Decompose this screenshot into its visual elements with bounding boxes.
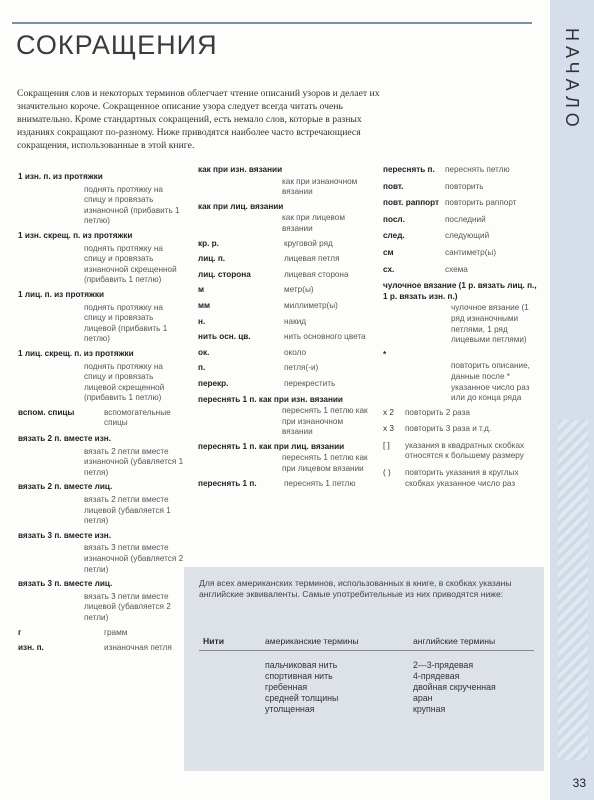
abbrev-desc: вязать 3 петли вместе изнаночной (убавляется 2 петли) xyxy=(84,543,184,574)
abbrev-entry xyxy=(383,441,543,462)
abbrev-desc: вязать 2 петли вместе лицевой (убавляется 1 петля) xyxy=(84,495,171,526)
abbrev-term: 1 лиц. скрещ. п. из протяжки xyxy=(18,348,134,358)
abbrev-entry xyxy=(383,248,543,259)
glossary-uk-term: крупная xyxy=(413,704,446,714)
abbrev-desc: схема xyxy=(445,264,468,274)
page-number: 33 xyxy=(572,776,586,790)
abbrev-term: как при лиц. вязании xyxy=(198,201,284,211)
abbrev-desc: поднять протяжку на спицу и провязать лицевой скрещенной (прибавить 1 петлю) xyxy=(84,361,165,403)
abbrev-term: мм xyxy=(198,300,211,310)
glossary-rule xyxy=(199,650,534,651)
abbrev-term: м xyxy=(198,285,205,295)
abbrev-term: 1 изн. п. из протяжки xyxy=(18,172,103,181)
side-texture xyxy=(558,420,588,760)
abbrev-term: посл. xyxy=(383,214,405,224)
abbrev-term: п. xyxy=(198,363,206,373)
abbrev-term: перекр. xyxy=(198,378,229,388)
abbrev-term: н. xyxy=(198,316,206,326)
glossary-us-term: пальчиковая нить xyxy=(265,660,338,670)
abbrev-desc: около xyxy=(284,347,307,357)
abbrev-desc: повторить раппорт xyxy=(445,198,517,208)
glossary-intro: Для всех американских терминов, использованных в книге, в скобках указаны английские эквиваленты. Самые употребительные из них приводятся ниже: xyxy=(199,578,512,599)
abbrev-desc: переснять 1 петлю как при лицевом вязании xyxy=(282,453,368,474)
glossary-uk-term: двойная скрученная xyxy=(413,682,496,692)
abbrev-column-1 xyxy=(18,172,186,659)
abbrev-term: 1 лиц. п. из протяжки xyxy=(18,289,104,299)
glossary-us-term: спортивная нить xyxy=(265,671,333,681)
abbrev-entry xyxy=(198,395,376,438)
abbrev-desc: переснять 1 петлю xyxy=(284,478,356,488)
abbrev-entry xyxy=(198,348,376,359)
abbrev-entry xyxy=(198,254,376,265)
glossary-us-term: средней толщины xyxy=(265,693,339,703)
abbrev-entry xyxy=(198,317,376,328)
abbrev-desc: изнаночная петля xyxy=(104,643,172,653)
abbrev-term: [ ] xyxy=(383,440,390,450)
abbrev-term: г xyxy=(18,627,22,637)
glossary-us-term: гребенная xyxy=(265,682,308,692)
abbrev-term: чулочное вязание (1 р. вязать лиц. п., 1 р. вязать изн. п.) xyxy=(383,281,537,301)
abbrev-entry xyxy=(18,628,186,639)
abbrev-desc: повторить описание, данные после * указанное число раз или до конца ряда xyxy=(451,361,530,403)
abbrev-term: х 3 xyxy=(383,424,394,434)
abbrev-desc: следующий xyxy=(445,231,490,241)
abbrev-term: след. xyxy=(383,231,405,241)
abbrev-desc: как при изнаночном вязании xyxy=(282,176,358,197)
abbrev-term: ( ) xyxy=(383,468,391,478)
abbrev-desc: вязать 2 петли вместе изнаночной (убавляется 1 петля) xyxy=(84,446,184,477)
abbrev-term: 1 изн. скрещ. п. из протяжки xyxy=(18,230,133,240)
abbrev-entry xyxy=(18,531,186,575)
abbrev-entry xyxy=(18,579,186,623)
abbrev-entry xyxy=(198,285,376,296)
abbrev-desc: поднять протяжку на спицу и провязать изнаночной (прибавить 1 петлю) xyxy=(84,184,180,226)
abbrev-desc: поднять протяжку на спицу и провязать лицевой (прибавить 1 петлю) xyxy=(84,302,168,344)
abbrev-entry xyxy=(198,270,376,281)
abbrev-entry xyxy=(383,408,543,419)
abbrev-entry xyxy=(383,165,543,176)
glossary-col-uk: английские термины xyxy=(413,636,496,646)
side-tab-label: НАЧАЛО xyxy=(562,28,582,132)
abbrev-desc: лицевая петля xyxy=(284,254,340,264)
abbrev-desc: повторить указания в круглых скобках указанное число раз xyxy=(405,468,519,488)
abbrev-entry xyxy=(198,202,376,235)
abbrev-desc: повторить 3 раза и т.д. xyxy=(405,424,492,434)
abbrev-term: вязать 2 п. вместе лиц. xyxy=(18,482,113,492)
abbrev-term: повт. xyxy=(383,181,404,191)
abbrev-desc: указания в квадратных скобках относятся к большему размеру xyxy=(405,440,525,461)
abbrev-entry xyxy=(383,231,543,242)
abbrev-entry xyxy=(198,363,376,374)
abbrev-entry xyxy=(198,332,376,343)
abbrev-desc: круговой ряд xyxy=(284,238,333,248)
glossary-uk-list xyxy=(413,660,496,715)
glossary-uk-term: 4-прядевая xyxy=(413,671,460,681)
glossary-uk-term: 2—3-прядевая xyxy=(413,660,474,670)
abbrev-term: вязать 3 п. вместе изн. xyxy=(18,530,112,540)
abbrev-desc: чулочное вязание (1 ряд изнаночными петлями, 1 ряд лицевыми петлями) xyxy=(451,303,529,345)
abbrev-term: лиц. сторона xyxy=(198,269,251,279)
abbrev-entry xyxy=(18,290,186,345)
abbrev-desc: повторить 2 раза xyxy=(405,407,470,417)
abbrev-entry xyxy=(18,172,186,227)
abbrev-entry xyxy=(18,643,186,654)
abbrev-entry xyxy=(198,165,376,198)
glossary-us-term: утолщенная xyxy=(265,704,315,714)
abbrev-desc: вязать 3 петли вместе лицевой (убавляется 2 петли) xyxy=(84,591,171,622)
glossary-us-list xyxy=(265,660,338,715)
abbrev-desc: вспомогательные спицы xyxy=(104,407,171,428)
abbrev-desc: накид xyxy=(284,316,307,326)
abbrev-term: изн. п. xyxy=(18,643,44,653)
glossary-col-label: Нити xyxy=(203,636,224,646)
abbrev-term: нить осн. цв. xyxy=(198,332,251,342)
abbrev-desc: переснять 1 петлю как при изнаночном вязании xyxy=(282,406,368,437)
abbrev-term: повт. раппорт xyxy=(383,198,440,208)
title-rule xyxy=(12,22,532,24)
abbrev-term: переснять 1 п. как при изн. вязании xyxy=(198,394,343,404)
abbrev-term: кр. р. xyxy=(198,238,219,248)
glossary-col-us: американские термины xyxy=(265,636,359,646)
abbrev-entry xyxy=(383,198,543,209)
abbrev-entry xyxy=(383,468,543,489)
abbrev-desc: переснять петлю xyxy=(445,165,510,174)
abbrev-entry xyxy=(383,424,543,435)
abbrev-entry xyxy=(383,182,543,193)
abbrev-entry xyxy=(18,434,186,478)
abbrev-entry xyxy=(18,231,186,286)
abbrev-column-3 xyxy=(383,165,543,495)
abbrev-desc: повторить xyxy=(445,181,484,191)
abbrev-column-2 xyxy=(198,165,376,494)
abbrev-entry xyxy=(383,265,543,276)
side-tab xyxy=(550,0,594,800)
abbrev-desc: как при лицевом вязании xyxy=(282,213,345,233)
abbrev-entry xyxy=(198,442,376,475)
abbrev-term: ок. xyxy=(198,347,210,357)
abbrev-desc: перекрестить xyxy=(284,378,336,388)
abbrev-entry xyxy=(383,350,543,404)
abbrev-desc: метр(ы) xyxy=(284,285,314,295)
abbrev-term: * xyxy=(383,349,387,359)
abbrev-entry xyxy=(18,349,186,404)
abbrev-desc: поднять протяжку на спицу и провязать изнаночной скрещенной (прибавить 1 петлю) xyxy=(84,243,177,285)
abbrev-term: см xyxy=(383,247,394,257)
page-title: СОКРАЩЕНИЯ xyxy=(16,30,218,60)
abbrev-entry xyxy=(198,379,376,390)
abbrev-term: вязать 3 п. вместе лиц. xyxy=(18,579,113,589)
abbrev-term: вспом. спицы xyxy=(18,407,75,417)
abbrev-term: х 2 xyxy=(383,407,394,417)
abbrev-term: лиц. п. xyxy=(198,254,226,264)
abbrev-entry xyxy=(18,482,186,526)
abbrev-desc: последний xyxy=(445,214,486,224)
abbrev-desc: лицевая сторона xyxy=(284,269,349,279)
abbrev-entry xyxy=(198,239,376,250)
abbrev-term: вязать 2 п. вместе изн. xyxy=(18,434,112,444)
glossary-uk-term: аран xyxy=(413,693,433,703)
abbrev-term: переснять 1 п. как при лиц. вязании xyxy=(198,441,345,451)
abbrev-entry xyxy=(198,479,376,490)
abbrev-desc: сантиметр(ы) xyxy=(445,247,497,257)
abbrev-desc: петля(-и) xyxy=(284,363,319,373)
abbrev-entry xyxy=(383,281,543,346)
abbrev-entry xyxy=(18,408,186,429)
intro-paragraph: Сокращения слов и некоторых терминов облегчает чтение описаний узоров и делает их значительно короче. Сокращенное описание узора следует всегда читать очень внимательно. Кроме стандартных сокращений, есть немало слов, которые в разных изданиях сокращают по-разному. Ниже приводятся наиболее часто встречающиеся сокращения, использованные в этой книге. xyxy=(17,88,380,151)
abbrev-term: переснять 1 п. xyxy=(198,478,257,488)
abbrev-entry xyxy=(198,301,376,312)
abbrev-term: как при изн. вязании xyxy=(198,165,283,174)
abbrev-desc: нить основного цвета xyxy=(284,332,366,342)
abbrev-term: переснять п. xyxy=(383,165,435,174)
abbrev-term: сх. xyxy=(383,264,395,274)
abbrev-desc: миллиметр(ы) xyxy=(284,300,338,310)
abbrev-desc: грамм xyxy=(104,627,128,637)
abbrev-entry xyxy=(383,215,543,226)
